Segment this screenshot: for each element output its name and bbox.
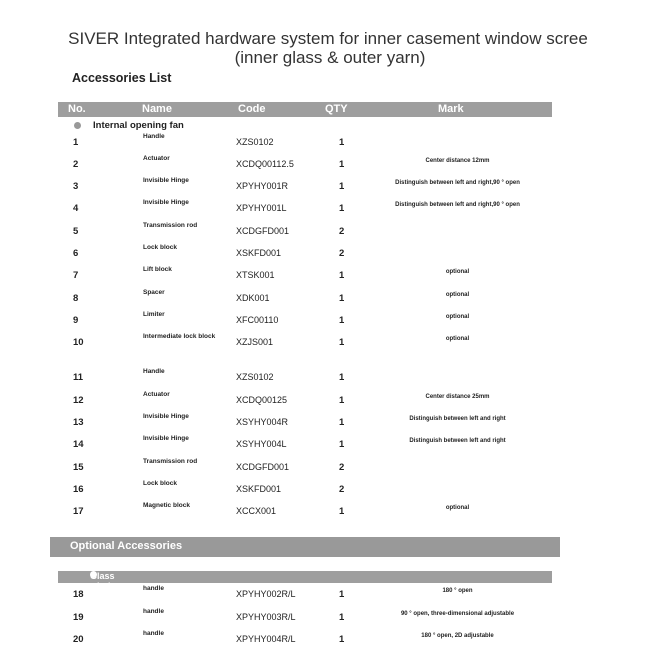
cell-qty: 1 [339,203,345,214]
cell-name: Handle [143,368,165,375]
cell-no: 4 [73,203,79,214]
cell-code: XTSK001 [236,270,275,280]
cell-name: handle [143,608,164,615]
cell-qty: 1 [339,372,345,383]
cell-no: 19 [73,612,84,623]
table-row [0,458,660,482]
cell-mark: optional [445,314,470,320]
cell-no: 7 [73,270,79,281]
table-row [0,244,660,268]
cell-no: 18 [73,589,84,600]
table-row [0,585,660,609]
cell-no: 11 [73,372,84,383]
cell-qty: 1 [339,612,345,623]
cell-no: 15 [73,462,84,473]
section-label: Internal opening fan [93,120,184,131]
cell-name: Limiter [143,311,165,318]
table-row [0,222,660,246]
table-row [0,133,660,157]
cell-code: XSKFD001 [236,248,282,258]
cell-no: 3 [73,181,79,192]
cell-code: XPYHY002R/L [236,589,296,599]
cell-qty: 1 [339,589,345,600]
cell-code: XZS0102 [236,137,274,147]
cell-code: XSKFD001 [236,484,282,494]
table-row [0,630,660,654]
cell-no: 2 [73,159,79,170]
cell-name: Invisible Hinge [143,177,189,184]
table-row [0,333,660,357]
cell-no: 20 [73,634,84,645]
cell-name: Actuator [143,155,170,162]
optional-accessories-bar [50,537,560,557]
bullet-icon [74,122,81,129]
header-code: Code [238,103,266,115]
cell-qty: 2 [339,484,345,495]
cell-code: XCDGFD001 [236,462,290,472]
cell-qty: 2 [339,462,345,473]
cell-name: handle [143,630,164,637]
cell-name: Lock block [143,480,177,487]
cell-no: 10 [73,337,84,348]
cell-qty: 1 [339,181,345,192]
cell-no: 6 [73,248,79,259]
cell-no: 8 [73,293,79,304]
cell-name: Actuator [143,391,170,398]
cell-name: Lock block [143,244,177,251]
cell-no: 9 [73,315,79,326]
cell-code: XCDQ00125 [236,395,288,405]
cell-mark: Center distance 12mm [425,158,490,164]
cell-code: XCDQ00112.5 [236,159,294,169]
cell-mark: Distinguish between left and right,90 ° open [395,202,520,208]
cell-mark: 180 ° open [442,588,473,594]
accessories-list-title: Accessories List [72,71,172,85]
cell-qty: 2 [339,248,345,259]
table-row [0,289,660,313]
cell-qty: 1 [339,337,345,348]
cell-no: 5 [73,226,79,237]
header-name: Name [142,103,172,115]
cell-qty: 1 [339,159,345,170]
header-mark: Mark [438,103,464,115]
cell-name: Spacer [143,289,165,296]
header-no: No. [68,103,86,115]
table-row [0,199,660,223]
cell-no: 13 [73,417,84,428]
cell-name: Invisible Hinge [143,413,189,420]
optional-accessories-title: Optional Accessories [70,540,183,552]
cell-name: Transmission rod [143,222,198,229]
cell-code: XPYHY003R/L [236,612,296,622]
cell-name: Lift block [143,266,172,273]
cell-no: 12 [73,395,84,406]
cell-mark: Distinguish between left and right [409,416,506,422]
cell-code: XSYHY004R [236,417,289,427]
cell-qty: 1 [339,439,345,450]
cell-no: 14 [73,439,84,450]
cell-qty: 2 [339,226,345,237]
cell-qty: 1 [339,137,345,148]
table-row [0,155,660,179]
section-internal-opening-fan [74,120,184,131]
cell-qty: 1 [339,395,345,406]
cell-code: XDK001 [236,293,270,303]
cell-code: XZJS001 [236,337,274,347]
table-row [0,608,660,632]
cell-mark: Distinguish between left and right,90 ° open [395,180,520,186]
cell-qty: 1 [339,506,345,517]
table-row [0,368,660,392]
cell-mark: optional [445,505,470,511]
cell-name: Intermediate lock block [143,333,216,340]
cell-qty: 1 [339,417,345,428]
page-subtitle: (inner glass & outer yarn) [234,48,426,67]
cell-no: 16 [73,484,84,495]
cell-qty: 1 [339,270,345,281]
table-row [0,177,660,201]
page-title: SIVER Integrated hardware system for inner casement window scree [68,29,588,48]
cell-code: XPYHY001L [236,203,287,213]
cell-code: XZS0102 [236,372,274,382]
cell-no: 17 [73,506,84,517]
cell-qty: 1 [339,634,345,645]
cell-mark: 90 ° open, three-dimensional adjustable [400,611,515,617]
table-row [0,266,660,290]
table-row [0,391,660,415]
cell-mark: Distinguish between left and right [409,438,506,444]
table-row [0,435,660,459]
cell-mark: Center distance 25mm [425,394,490,400]
table-row [0,311,660,335]
table-header [58,102,552,117]
cell-name: Invisible Hinge [143,199,189,206]
cell-name: Transmission rod [143,458,198,465]
cell-no: 1 [73,137,79,148]
cell-code: XCDGFD001 [236,226,290,236]
cell-code: XPYHY004R/L [236,634,296,644]
table-row [0,413,660,437]
header-qty: QTY [325,103,348,115]
cell-mark: optional [445,292,470,298]
cell-name: Magnetic block [143,502,190,509]
cell-code: XPYHY001R [236,181,289,191]
section-label: Glass window accessories set [90,571,142,611]
cell-code: XFC00110 [236,315,279,325]
cell-name: Invisible Hinge [143,435,189,442]
cell-name: handle [143,585,164,592]
cell-mark: optional [445,269,470,275]
cell-name: Handle [143,133,165,140]
table-row [0,480,660,504]
cell-qty: 1 [339,315,345,326]
cell-code: XCCX001 [236,506,277,516]
cell-mark: 180 ° open, 2D adjustable [421,633,494,639]
cell-code: XSYHY004L [236,439,287,449]
cell-mark: optional [445,336,470,342]
table-row [0,502,660,526]
cell-qty: 1 [339,293,345,304]
